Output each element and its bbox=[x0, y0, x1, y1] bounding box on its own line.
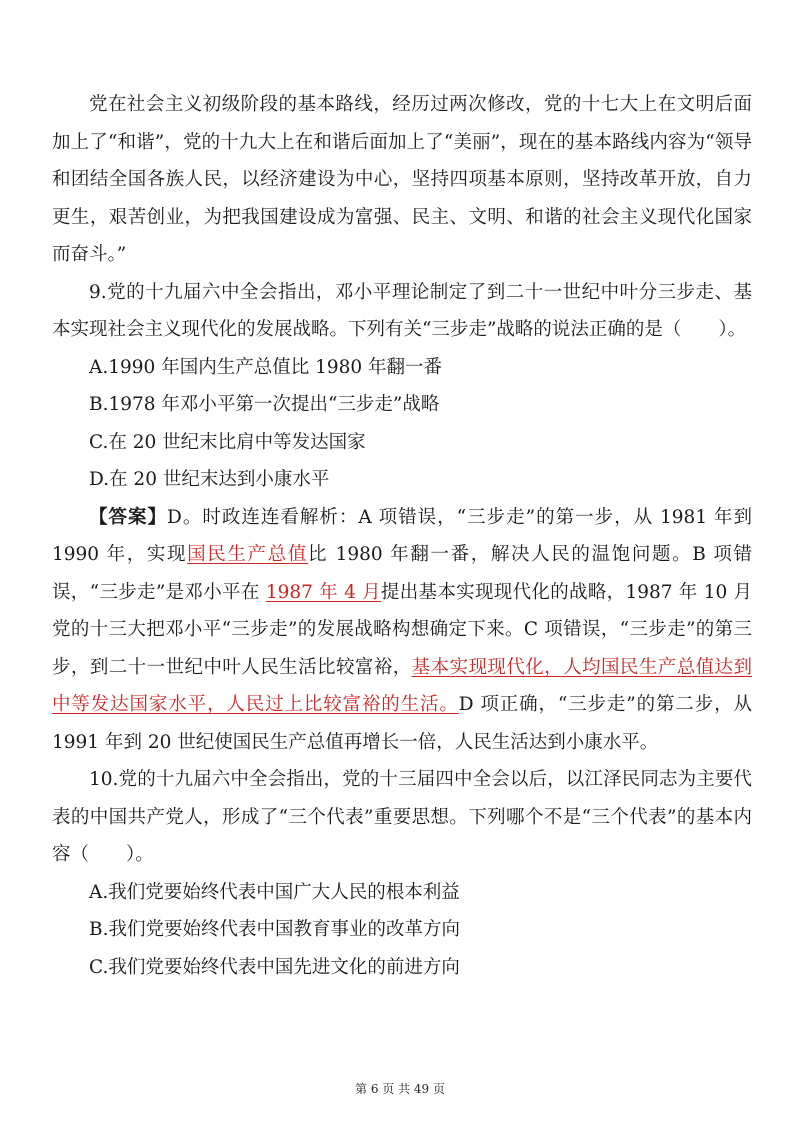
intro-paragraph: 党在社会主义初级阶段的基本路线，经历过两次修改，党的十七大上在文明后面加上了“和谐”，党的十九大上在和谐后面加上了“美丽”，现在的基本路线内容为“领导和团结全国各族人民，以经济建设为中心，坚持四项基本原则，坚持改革开放，自力更生，艰苦创业，为把我国建设成为富强、民主、文明、和谐的社会主义现代化国家而奋斗。” bbox=[52, 94, 752, 265]
question-9-stem: 9.党的十九届六中全会指出，邓小平理论制定了到二十一世纪中叶分三步走、基本实现社会主义现代化的发展战略。下列有关“三步走”战略的说法正确的是（ ）。 bbox=[52, 281, 752, 340]
question-9-option-d: D.在 20 世纪末达到小康水平 bbox=[89, 469, 330, 490]
answer-highlight-1: 国民生产总值 bbox=[187, 544, 308, 565]
answer-text-1: D。时政连连看解析：A 项错误，“三步走”的第一步，从 1981 年到 1990 年，实现 bbox=[52, 506, 752, 565]
answer-label: 【答案】 bbox=[89, 506, 168, 528]
answer-highlight-3: 基本实现现代化，人均国民生产总值达到中等发达国家水平，人民过上比较富裕的生活。 bbox=[52, 656, 752, 715]
answer-text-2: 比 1980 年翻一番，解决人民的温饱问题。B 项错误，“三步走”是邓小平在 bbox=[52, 544, 752, 603]
answer-text-3: 提出基本实现现代化的战略，1987 年 10 月党的十三大把邓小平“三步走”的发展战略构想确定下来。C 项错误，“三步走”的第三步，到二十一世纪中叶人民生活比较富裕， bbox=[52, 581, 752, 678]
question-10-stem: 10.党的十九届六中全会指出，党的十三届四中全会以后，以江泽民同志为主要代表的中国共产党人，形成了“三个代表”重要思想。下列哪个不是“三个代表”的基本内容（ ）。 bbox=[52, 769, 752, 865]
question-10-option-b: B.我们党要始终代表中国教育事业的改革方向 bbox=[89, 919, 460, 940]
question-9-option-c: C.在 20 世纪末比肩中等发达国家 bbox=[89, 431, 366, 453]
question-9-option-a: A.1990 年国内生产总值比 1980 年翻一番 bbox=[89, 356, 443, 378]
question-10-option-a: A.我们党要始终代表中国广大人民的根本利益 bbox=[89, 881, 460, 903]
page-number-footer: 第 6 页 共 49 页 bbox=[355, 1082, 445, 1096]
question-9-answer bbox=[52, 499, 752, 762]
answer-text-4: D 项正确，“三步走”的第二步，从 1991 年到 20 世纪使国民生产总值再增长一倍，人民生活达到小康水平。 bbox=[52, 694, 752, 753]
question-9-option-b: B.1978 年邓小平第一次提出“三步走”战略 bbox=[89, 394, 440, 415]
answer-highlight-2: 1987 年 4 月 bbox=[265, 581, 381, 603]
question-10-option-c: C.我们党要始终代表中国先进文化的前进方向 bbox=[89, 956, 460, 978]
document-page bbox=[52, 86, 752, 986]
